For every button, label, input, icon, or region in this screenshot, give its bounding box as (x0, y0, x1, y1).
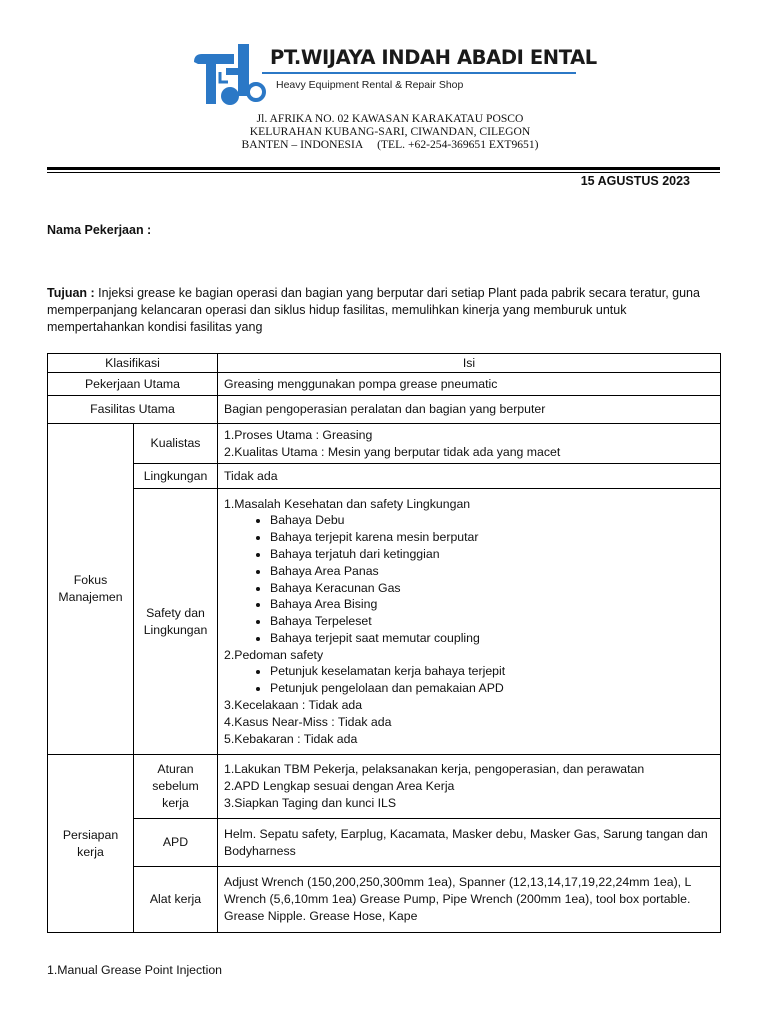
header-isi: Isi (218, 354, 721, 373)
list-item: • Bahaya Area Bising (270, 596, 714, 613)
fasilitas-utama-value: Bagian pengoperasian peralatan dan bagian yang berputer (218, 396, 721, 424)
safety-value (218, 489, 721, 755)
aturan-line-1: 1.Lakukan TBM Pekerja, pelaksanakan kerja, pengoperasian, dan perawatan (224, 762, 645, 777)
kualitas-label: Kualistas (134, 424, 218, 464)
address-line-2: KELURAHAN KUBANG-SARI, CIWANDAN, CILEGON (249, 125, 531, 138)
work-table (47, 353, 721, 933)
manual-reference: 1.Manual Grease Point Injection (47, 963, 222, 977)
list-item: • Petunjuk pengelolaan dan pemakaian APD (270, 680, 714, 697)
table-row (48, 819, 721, 867)
list-item: • Petunjuk keselamatan kerja bahaya terjepit (270, 663, 714, 680)
header-divider-thick (47, 167, 720, 170)
fokus-manajemen-label: Fokus Manajemen (48, 424, 134, 755)
fasilitas-utama-label: Fasilitas Utama (48, 396, 218, 424)
document-date: 15 AGUSTUS 2023 (580, 174, 690, 188)
table-header-row (48, 354, 721, 373)
list-item: • Bahaya terjepit karena mesin berputar (270, 529, 714, 546)
table-row (48, 755, 721, 819)
table-row (48, 373, 721, 396)
lingkungan-label: Lingkungan (134, 464, 218, 489)
table-row (48, 424, 721, 464)
safety-label: Safety dan Lingkungan (134, 489, 218, 755)
pekerjaan-utama-label: Pekerjaan Utama (48, 373, 218, 396)
list-item: • Bahaya Debu (270, 512, 714, 529)
persiapan-kerja-label: Persiapan kerja (48, 755, 134, 933)
apd-value: Helm. Sepatu safety, Earplug, Kacamata, Masker debu, Masker Gas, Sarung tangan dan Bodyharness (218, 819, 721, 867)
aturan-line-2: 2.APD Lengkap sesuai dengan Area Kerja (224, 779, 455, 794)
table-row (48, 489, 721, 755)
safety-item-2: 2.Pedoman safety (224, 647, 324, 662)
header-divider-thin (47, 172, 720, 173)
tujuan-paragraph (47, 285, 727, 336)
safety-item-3: 3.Kecelakaan : Tidak ada (224, 698, 363, 713)
company-tagline: Heavy Equipment Rental & Repair Shop (276, 79, 464, 91)
name-rule (262, 72, 576, 74)
aturan-value (218, 755, 721, 819)
alat-kerja-value: Adjust Wrench (150,200,250,300mm 1ea), Spanner (12,13,14,17,19,22,24mm 1ea), L Wrench (5,6,10mm 1ea) Grease Pump, Pipe Wrench (200mm 1ea), tool box portable. Grease Nipple. Grease Hose, Kape (218, 867, 721, 933)
address-line-1: Jl. AFRIKA NO. 02 KAWASAN KARAKATAU POSCO (256, 112, 524, 125)
safety-item-4: 4.Kasus Near-Miss : Tidak ada (224, 714, 392, 729)
kualitas-line-2: 2.Kualitas Utama : Mesin yang berputar tidak ada yang macet (224, 444, 561, 459)
lingkungan-value: Tidak ada (218, 464, 721, 489)
list-item: • Bahaya Terpeleset (270, 613, 714, 630)
table-row (48, 464, 721, 489)
apd-label: APD (134, 819, 218, 867)
list-item: • Bahaya terjepit saat memutar coupling (270, 630, 714, 647)
tujuan-label: Tujuan : (47, 286, 95, 300)
kualitas-line-1: 1.Proses Utama : Greasing (224, 427, 373, 442)
company-name: PT.WIJAYA INDAH ABADI ENTAL (270, 46, 597, 69)
safety-item-5: 5.Kebakaran : Tidak ada (224, 731, 358, 746)
address-line-3: BANTEN – INDONESIA (TEL. +62-254-369651 EXT9651) (241, 138, 539, 151)
company-logo (188, 42, 270, 110)
header-klasifikasi: Klasifikasi (48, 354, 218, 373)
table-row (48, 396, 721, 424)
tujuan-text: Injeksi grease ke bagian operasi dan bagian yang berputar dari setiap Plant pada pabrik secara teratur, guna memperpanjang kelancaran operasi dan siklus hidup fasilitas, memulihkan kinerja yang memburuk untuk mempertahankan kondisi fasilitas yang (47, 286, 700, 334)
list-item: • Bahaya Keracunan Gas (270, 580, 714, 597)
pekerjaan-utama-value: Greasing menggunakan pompa grease pneumatic (218, 373, 721, 396)
safety-item-1: 1.Masalah Kesehatan dan safety Lingkungan (224, 496, 471, 511)
kualitas-value (218, 424, 721, 464)
list-item: • Bahaya Area Panas (270, 563, 714, 580)
nama-pekerjaan-label: Nama Pekerjaan : (47, 223, 152, 237)
aturan-line-3: 3.Siapkan Taging dan kunci ILS (224, 795, 397, 810)
alat-kerja-label: Alat kerja (134, 867, 218, 933)
aturan-label: Aturan sebelum kerja (134, 755, 218, 819)
list-item: • Bahaya terjatuh dari ketinggian (270, 546, 714, 563)
table-row (48, 867, 721, 933)
safety-hazard-list (224, 512, 714, 646)
safety-guideline-list (224, 663, 714, 697)
